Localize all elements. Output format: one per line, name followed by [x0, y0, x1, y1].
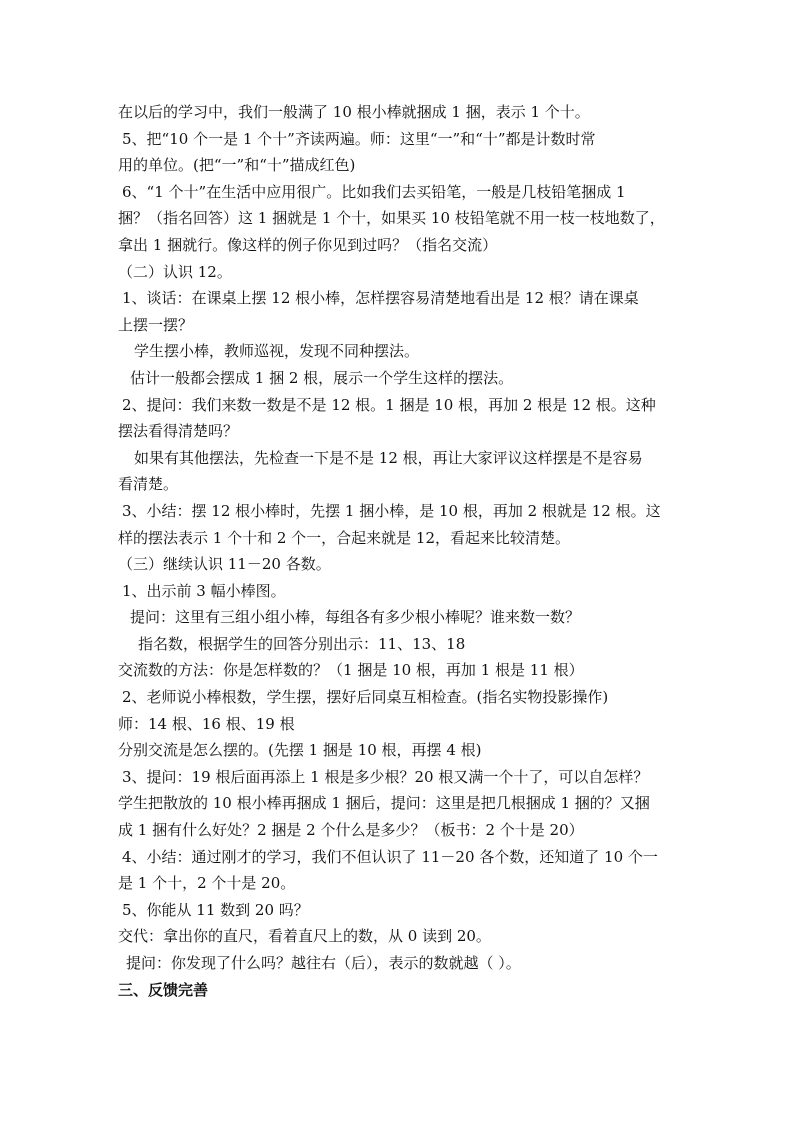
text-line: 在以后的学习中，我们一般满了 10 根小棒就捆成 1 捆，表示 1 个十。 — [118, 103, 590, 121]
text-line: 4、小结：通过刚才的学习，我们不但认识了 11－20 各个数，还知道了 10 个一 — [122, 847, 658, 866]
text-line: 交代：拿出你的直尺，看着直尺上的数，从 0 读到 20。 — [118, 927, 491, 946]
section-heading: 三、反馈完善 — [118, 980, 209, 999]
section-title: （三）继续认识 11－20 各数。 — [118, 555, 331, 574]
text-line: 5、把“10 个一是 1 个十”齐读两遍。师：这里“一”和“十”都是计数时常 — [122, 129, 596, 148]
text-line: 看清楚。 — [118, 475, 179, 494]
document-body — [118, 99, 698, 1003]
text-line: 如果有其他摆法，先检查一下是不是 12 根，再让大家评议这样摆是不是容易 — [134, 448, 643, 467]
text-line: 是 1 个十，2 个十是 20。 — [118, 874, 296, 893]
text-line: 1、谈话：在课桌上摆 12 根小棒，怎样摆容易清楚地看出是 12 根？请在课桌 — [122, 289, 639, 308]
text-line: 估计一般都会摆成 1 捆 2 根，展示一个学生这样的摆法。 — [130, 368, 514, 387]
text-line: 学生把散放的 10 根小棒再捆成 1 捆后，提问：这里是把几根捆成 1 捆的？又捆 — [118, 794, 650, 813]
text-line: 3、提问：19 根后面再添上 1 根是多少根？20 根又满一个十了，可以自怎样？ — [122, 767, 649, 786]
text-line: 2、提问：我们来数一数是不是 12 根。1 捆是 10 根，再加 2 根是 12 根。这种 — [122, 395, 656, 414]
text-line: 样的摆法表示 1 个十和 2 个一，合起来就是 12，看起来比较清楚。 — [118, 528, 571, 547]
text-line: 学生摆小棒，教师巡视，发现不同种摆法。 — [134, 342, 420, 361]
text-line: 捆？（指名回答）这 1 捆就是 1 个十，如果买 10 枝铅笔就不用一枝一枝地数了， — [118, 209, 665, 228]
section-title: （二）认识 12。 — [118, 262, 232, 281]
text-line: 6、“1 个十”在生活中应用很广。比如我们去买铅笔，一般是几枝铅笔捆成 1 — [122, 182, 626, 201]
text-line: 拿出 1 捆就行。像这样的例子你见到过吗？（指名交流） — [118, 235, 498, 254]
text-line: 摆法看得清楚吗？ — [118, 422, 239, 441]
text-line: 成 1 捆有什么好处？2 捆是 2 个什么是多少？（板书：2 个十是 20） — [118, 821, 584, 840]
text-line: 分别交流是怎么摆的。(先摆 1 捆是 10 根，再摆 4 根) — [118, 741, 482, 760]
text-line: 提问：你发现了什么吗？越往右（后），表示的数就越（ ）。 — [126, 954, 521, 972]
text-line: 提问：这里有三组小组小棒，每组各有多少根小棒呢？谁来数一数？ — [130, 608, 581, 627]
text-line: 交流数的方法：你是怎样数的？（1 捆是 10 根，再加 1 根是 11 根） — [118, 661, 584, 680]
text-line: 3、小结：摆 12 根小棒时，先摆 1 捆小棒，是 10 根，再加 2 根就是 12 根。这 — [122, 501, 661, 520]
text-line: 5、你能从 11 数到 20 吗？ — [122, 900, 309, 919]
text-line: 师：14 根、16 根、19 根 — [118, 714, 295, 733]
text-line: 上摆一摆？ — [118, 315, 194, 334]
text-line: 用的单位。(把“一”和“十”描成红色) — [118, 156, 356, 175]
text-line: 2、老师说小棒根数，学生摆，摆好后同桌互相检查。(指名实物投影操作) — [122, 688, 609, 707]
text-line: 指名数，根据学生的回答分别出示：11、13、18 — [138, 634, 466, 653]
text-line: 1、出示前 3 幅小棒图。 — [122, 581, 286, 600]
